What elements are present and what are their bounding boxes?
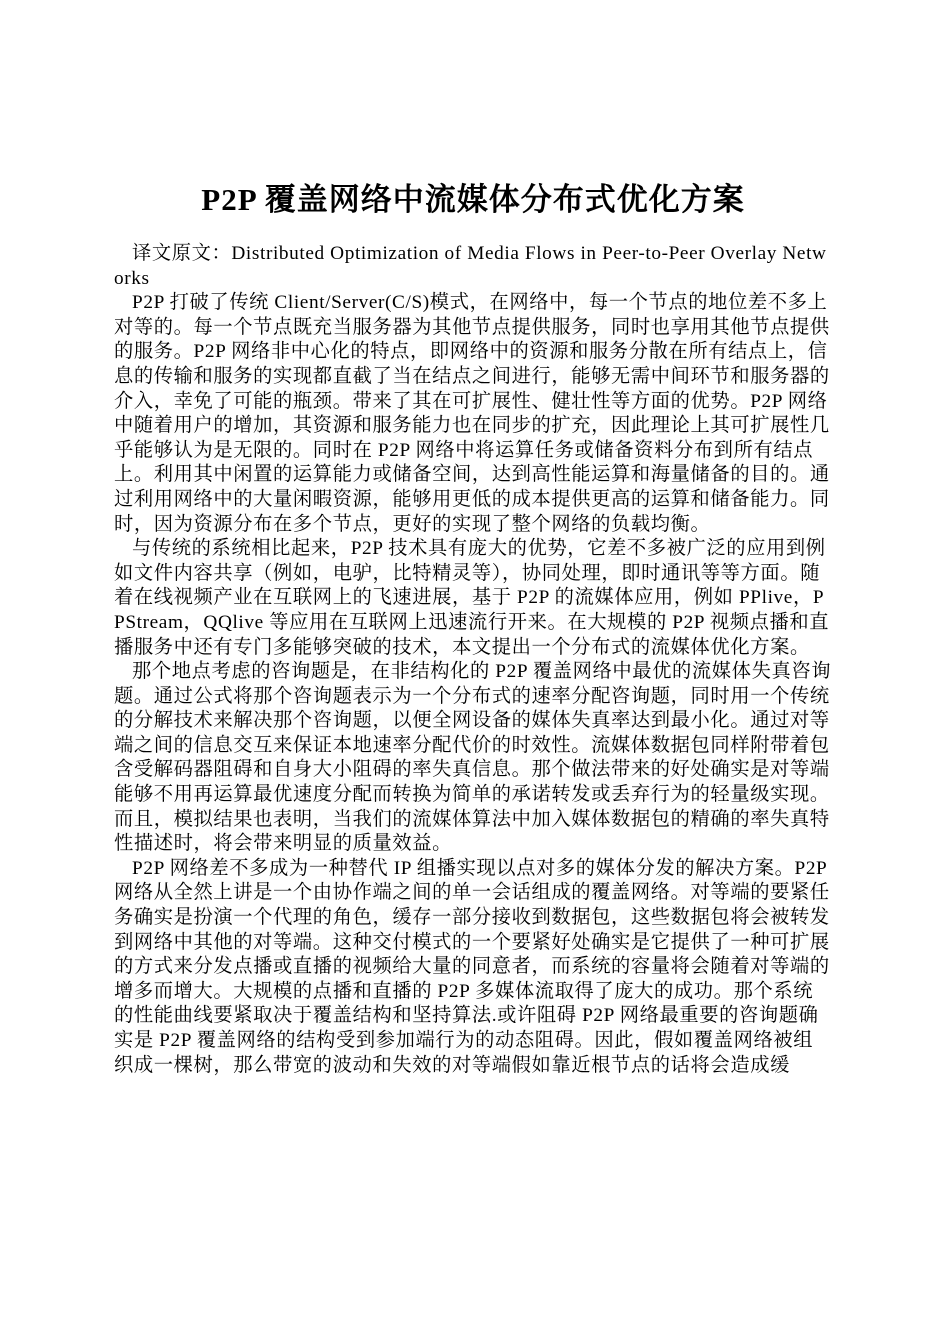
body-paragraph: 那个地点考虑的咨询题是，在非结构化的 P2P 覆盖网络中最优的流媒体失真咨询题。通过公式将那个咨询题表示为一个分布式的速率分配咨询题，同时用一个传统的分解技术来解决那个咨询题，以便全网设备的媒体失真率达到最小化。通过对等端之间的信息交互来保证本地速率分配代价的时效性。流媒体数据包同样附带着包含受解码器阻碍和自身大小阻碍的率失真信息。那个做法带来的好处确实是对等端能够不用再运算最优速度分配而转换为简单的承诺转发或丢弃行为的轻量级实现。而且，模拟结果也表明，当我们的流媒体算法中加入媒体数据包的精确的率失真特性描述时，将会带来明显的质量效益。 xyxy=(114,661,832,855)
body-paragraph: 与传统的系统相比起来，P2P 技术具有庞大的优势，它差不多被广泛的应用到例如文件内容共享（例如，电驴，比特精灵等），协同处理，即时通讯等等方面。随着在线视频产业在互联网上的飞速进展，基于 P2P 的流媒体应用，例如 PPlive，PPStream，QQlive 等应用在互联网上迅速流行开来。在大规模的 P2P 视频点播和直播服务中还有专门多能够突破的技术，本文提出一个分布式的流媒体优化方案。 xyxy=(114,538,830,658)
document-title: P2P 覆盖网络中流媒体分布式优化方案 xyxy=(201,182,745,217)
body-paragraph: P2P 打破了传统 Client/Server(C/S)模式，在网络中，每一个节点的地位差不多上对等的。每一个节点既充当服务器为其他节点提供服务，同时也享用其他节点提供的服务。P2P 网络非中心化的特点，即网络中的资源和服务分散在所有结点上，信息的传输和服务的实现都直截了当在结点之间进行，能够无需中间环节和服务器的介入，幸免了可能的瓶颈。带来了其在可扩展性、健壮性等方面的优势。P2P 网络中随着用户的增加，其资源和服务能力也在同步的扩充，因此理论上其可扩展性几乎能够认为是无限的。同时在 P2P 网络中将运算任务或储备资料分布到所有结点上。利用其中闲置的运算能力或储备空间，达到高性能运算和海量储备的目的。通过利用网络中的大量闲暇资源，能够用更低的成本提供更高的运算和储备能力。同时，因为资源分布在多个节点，更好的实现了整个网络的负载均衡。 xyxy=(114,292,830,535)
body-paragraph: P2P 网络差不多成为一种替代 IP 组播实现以点对多的媒体分发的解决方案。P2P 网络从全然上讲是一个由协作端之间的单一会话组成的覆盖网络。对等端的要紧任务确实是扮演一个代理的角色，缓存一部分接收到数据包，这些数据包将会被转发到网络中其他的对等端。这种交付模式的一个要紧好处确实是它提供了一种可扩展的方式来分发点播或直播的视频给大量的同意者，而系统的容量将会随着对等端的增多而增大。大规模的点播和直播的 P2P 多媒体流取得了庞大的成功。那个系统的性能曲线要紧取决于覆盖结构和坚持算法.或许阻碍 P2P 网络最重要的咨询题确实是 P2P 覆盖网络的结构受到参加端行为的动态阻碍。因此，假如覆盖网络被组织成一棵树，那么带宽的波动和失效的对等端假如靠近根节点的话将会造成缓 xyxy=(114,857,830,1076)
source-line: 译文原文：Distributed Optimization of Media Flows in Peer-to-Peer Overlay Networks xyxy=(114,243,827,289)
document-page xyxy=(114,178,832,1078)
